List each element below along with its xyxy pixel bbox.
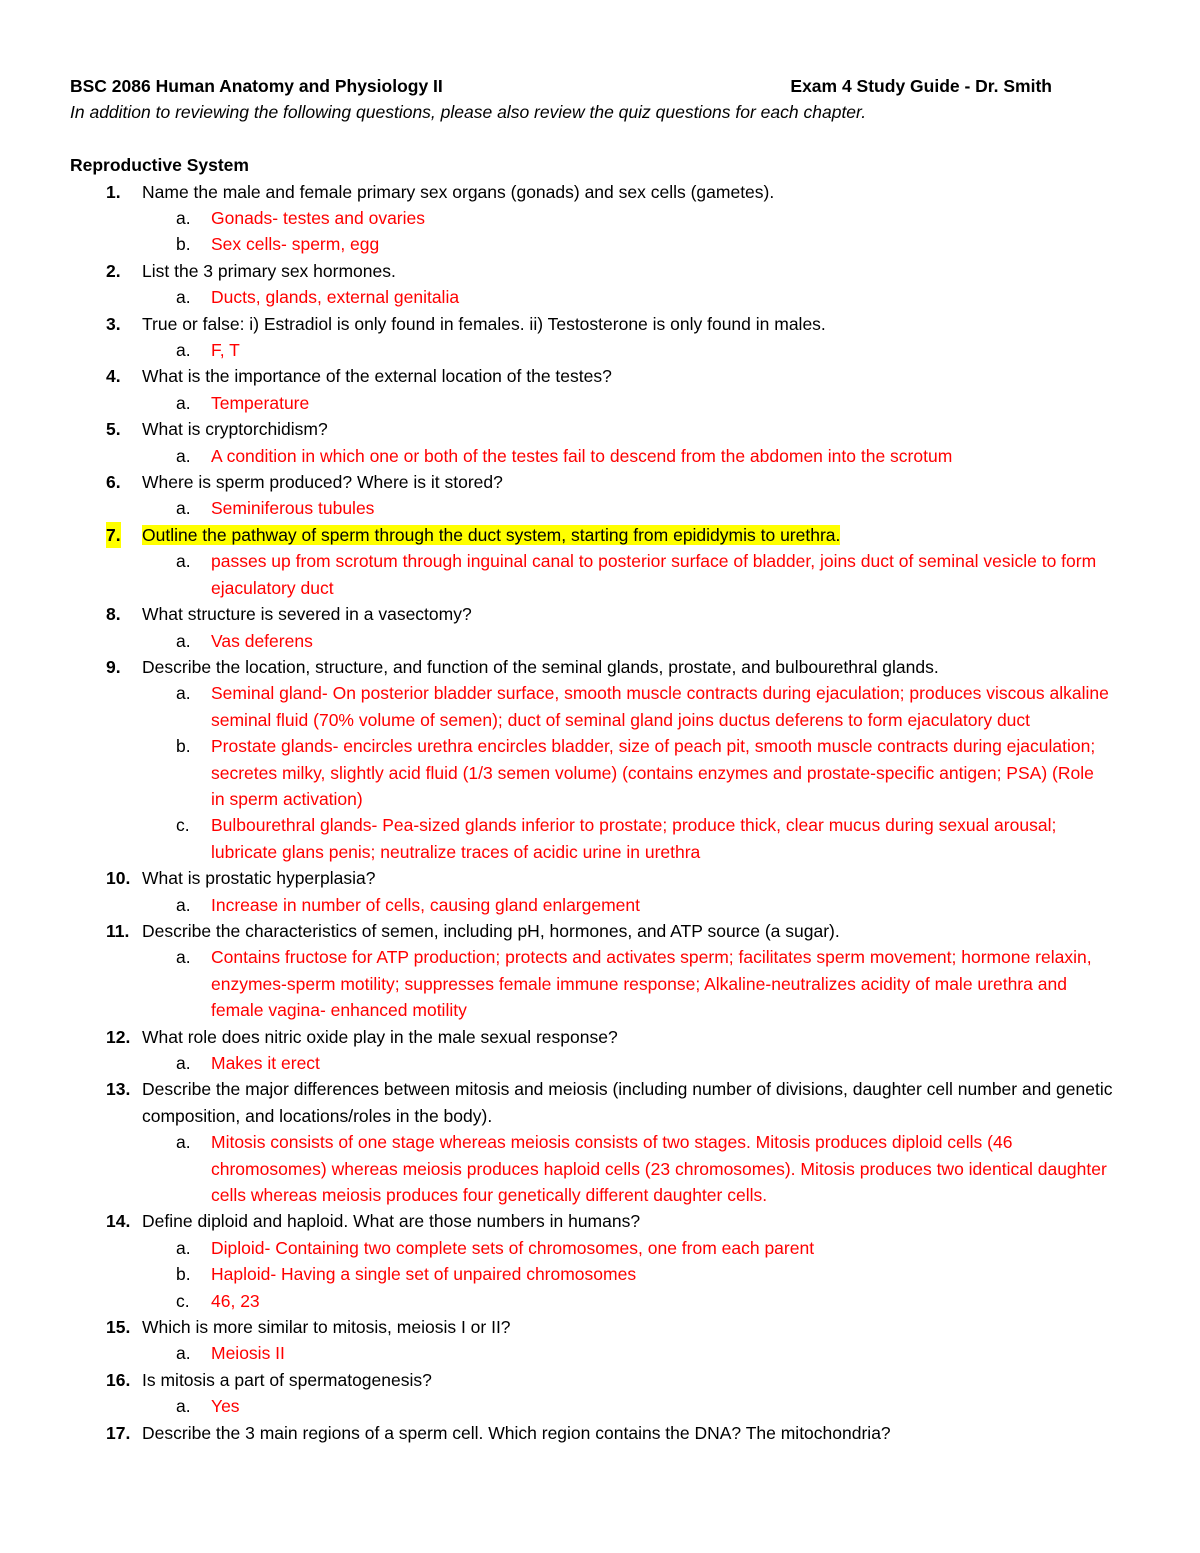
question-text: Where is sperm produced? Where is it stored? — [142, 472, 503, 493]
answer-item — [70, 1129, 1120, 1208]
question-row — [70, 1208, 1120, 1234]
answer-text: Increase in number of cells, causing gland enlargement — [211, 894, 640, 915]
question-text: What structure is severed in a vasectomy? — [142, 604, 472, 625]
answer-list — [70, 628, 1120, 654]
answer-letter: a. — [176, 498, 191, 519]
answer-text: Bulbourethral glands- Pea-sized glands inferior to prostate; produce thick, clear mucus during sexual arousal; lubricate glans penis; neutralize traces of acidic urine in urethra — [211, 815, 1057, 862]
question-number: 5. — [106, 419, 121, 440]
answer-letter: a. — [176, 1132, 191, 1153]
answer-item — [70, 495, 1120, 521]
question-text: What is prostatic hyperplasia? — [142, 868, 376, 889]
answer-letter: a. — [176, 392, 191, 413]
question-text: Outline the pathway of sperm through the duct system, starting from epididymis to urethra. — [142, 524, 841, 545]
document-header — [70, 73, 1120, 99]
answer-letter: a. — [176, 1053, 191, 1074]
answer-list — [70, 443, 1120, 469]
question-number: 14. — [106, 1211, 131, 1232]
answer-text: Diploid- Containing two complete sets of chromosomes, one from each parent — [211, 1237, 815, 1258]
question-number: 13. — [106, 1079, 131, 1100]
question-item — [70, 469, 1120, 522]
answer-item — [70, 1393, 1120, 1419]
answer-letter: a. — [176, 894, 191, 915]
question-text: What is the importance of the external location of the testes? — [142, 366, 612, 387]
question-item — [70, 865, 1120, 918]
section-title: Reproductive System — [70, 155, 249, 176]
question-number: 11. — [106, 920, 130, 941]
answer-letter: a. — [176, 445, 191, 466]
answer-list — [70, 1050, 1120, 1076]
question-item — [70, 179, 1120, 258]
question-text: Which is more similar to mitosis, meiosis I or II? — [142, 1317, 511, 1338]
course-title: BSC 2086 Human Anatomy and Physiology II — [70, 76, 443, 96]
answer-text: Meiosis II — [211, 1343, 285, 1364]
question-text: Describe the location, structure, and function of the seminal glands, prostate, and bulbourethral glands. — [142, 656, 939, 677]
answer-letter: a. — [176, 340, 191, 361]
answer-list — [70, 1235, 1120, 1314]
question-item — [70, 363, 1120, 416]
answer-letter: a. — [176, 947, 191, 968]
question-row — [70, 1076, 1120, 1129]
answer-list — [70, 1340, 1120, 1366]
question-row — [70, 1420, 1120, 1446]
answer-list — [70, 892, 1120, 918]
answer-text: Seminiferous tubules — [211, 498, 375, 519]
answer-item — [70, 944, 1120, 1023]
question-text: Describe the characteristics of semen, including pH, hormones, and ATP source (a sugar). — [142, 920, 840, 941]
answer-list — [70, 1129, 1120, 1208]
question-number: 7. — [106, 522, 121, 548]
answer-text: Vas deferens — [211, 630, 313, 651]
answer-item — [70, 1235, 1120, 1261]
question-text: True or false: i) Estradiol is only found in females. ii) Testosterone is only found in males. — [142, 313, 826, 334]
answer-letter: a. — [176, 683, 191, 704]
answer-letter: b. — [176, 1264, 191, 1285]
intro-note: In addition to reviewing the following questions, please also review the quiz questions for each chapter. — [70, 102, 867, 123]
question-item — [70, 416, 1120, 469]
question-row — [70, 918, 1120, 944]
question-item — [70, 918, 1120, 1024]
question-row — [70, 363, 1120, 389]
answer-text: Sex cells- sperm, egg — [211, 234, 380, 255]
answer-list — [70, 205, 1120, 258]
answer-letter: a. — [176, 287, 191, 308]
question-item — [70, 258, 1120, 311]
answer-letter: a. — [176, 1237, 191, 1258]
answer-item — [70, 1340, 1120, 1366]
answer-item — [70, 892, 1120, 918]
question-row — [70, 258, 1120, 284]
answer-item — [70, 1261, 1120, 1287]
answer-letter: c. — [176, 1290, 190, 1311]
answer-letter: b. — [176, 736, 191, 757]
answer-list — [70, 390, 1120, 416]
answer-item — [70, 1288, 1120, 1314]
question-item — [70, 1076, 1120, 1208]
answer-letter: c. — [176, 815, 190, 836]
question-item — [70, 1367, 1120, 1420]
question-number: 17. — [106, 1422, 131, 1443]
answer-item — [70, 733, 1120, 812]
answer-text: Yes — [211, 1396, 240, 1417]
answer-list — [70, 680, 1120, 865]
question-item — [70, 522, 1120, 601]
question-row — [70, 469, 1120, 495]
answer-letter: a. — [176, 1343, 191, 1364]
question-row — [70, 654, 1120, 680]
answer-text: passes up from scrotum through inguinal canal to posterior surface of bladder, joins duct of seminal vesicle to form ejaculatory duct — [211, 551, 1097, 598]
question-text: What role does nitric oxide play in the male sexual response? — [142, 1026, 618, 1047]
question-item — [70, 654, 1120, 865]
question-number: 1. — [106, 181, 121, 202]
answer-text: A condition in which one or both of the testes fail to descend from the abdomen into the scrotum — [211, 445, 953, 466]
answer-letter: a. — [176, 1396, 191, 1417]
answer-text: Mitosis consists of one stage whereas meiosis consists of two stages. Mitosis produces diploid cells (46 chromosomes) whereas meiosis produces haploid cells (23 chromosomes). Mitosis produces two identical daughter cells whereas meiosis produces four genetically different daughter cells. — [211, 1132, 1107, 1206]
question-text: Define diploid and haploid. What are those numbers in humans? — [142, 1211, 641, 1232]
answer-list — [70, 944, 1120, 1023]
answer-letter: a. — [176, 630, 191, 651]
question-item — [70, 601, 1120, 654]
answer-list — [70, 1393, 1120, 1419]
question-number: 8. — [106, 604, 121, 625]
answer-item — [70, 390, 1120, 416]
question-item — [70, 1208, 1120, 1314]
answer-text: Seminal gland- On posterior bladder surface, smooth muscle contracts during ejaculation; produces viscous alkaline seminal fluid (70% volume of semen); duct of seminal gland joins ductus deferens to form ejaculatory duct — [211, 683, 1109, 730]
answer-list — [70, 548, 1120, 601]
question-number: 16. — [106, 1369, 131, 1390]
answer-text: 46, 23 — [211, 1290, 260, 1311]
answer-letter: b. — [176, 234, 191, 255]
question-text: List the 3 primary sex hormones. — [142, 260, 396, 281]
answer-item — [70, 1050, 1120, 1076]
answer-item — [70, 337, 1120, 363]
question-row — [70, 1024, 1120, 1050]
answer-item — [70, 443, 1120, 469]
question-text: Describe the 3 main regions of a sperm cell. Which region contains the DNA? The mitochondria? — [142, 1422, 891, 1443]
answer-text: Makes it erect — [211, 1053, 320, 1074]
question-row — [70, 522, 1120, 548]
answer-list — [70, 284, 1120, 310]
question-item — [70, 1314, 1120, 1367]
question-row — [70, 1367, 1120, 1393]
answer-text: Haploid- Having a single set of unpaired chromosomes — [211, 1264, 637, 1285]
question-number: 10. — [106, 868, 131, 889]
answer-list — [70, 495, 1120, 521]
question-row — [70, 1314, 1120, 1340]
question-item — [70, 1024, 1120, 1077]
question-item — [70, 311, 1120, 364]
answer-letter: a. — [176, 208, 191, 229]
answer-item — [70, 628, 1120, 654]
answer-text: Prostate glands- encircles urethra encircles bladder, size of peach pit, smooth muscle contracts during ejaculation; secretes milky, slightly acid fluid (1/3 semen volume) (contains enzymes and prostate-specific antigen; PSA) (Role in sperm activation) — [211, 736, 1096, 809]
question-number: 9. — [106, 656, 121, 677]
question-number: 15. — [106, 1317, 131, 1338]
question-text: What is cryptorchidism? — [142, 419, 328, 440]
question-text: Is mitosis a part of spermatogenesis? — [142, 1369, 432, 1390]
answer-text: Ducts, glands, external genitalia — [211, 287, 460, 308]
guide-title: Exam 4 Study Guide - Dr. Smith — [790, 76, 1052, 96]
answer-item — [70, 284, 1120, 310]
question-row — [70, 179, 1120, 205]
question-item — [70, 1420, 1120, 1446]
answer-item — [70, 812, 1120, 865]
answer-item — [70, 548, 1120, 601]
answer-text: Contains fructose for ATP production; protects and activates sperm; facilitates sperm movement; hormone relaxin, enzymes-sperm motility; suppresses female immune response; Alkaline-neutralizes acidity of male urethra and female vagina- enhanced motility — [211, 947, 1092, 1021]
answer-text: F, T — [211, 340, 240, 361]
question-number: 6. — [106, 472, 121, 493]
question-number: 2. — [106, 260, 121, 281]
question-row — [70, 601, 1120, 627]
question-row — [70, 416, 1120, 442]
answer-list — [70, 337, 1120, 363]
answer-letter: a. — [176, 551, 191, 572]
question-number: 12. — [106, 1026, 131, 1047]
question-row — [70, 311, 1120, 337]
answer-item — [70, 205, 1120, 231]
answer-item — [70, 231, 1120, 257]
answer-text: Temperature — [211, 392, 310, 413]
question-number: 4. — [106, 366, 121, 387]
question-text: Name the male and female primary sex organs (gonads) and sex cells (gametes). — [142, 181, 775, 202]
question-number: 3. — [106, 313, 121, 334]
answer-text: Gonads- testes and ovaries — [211, 208, 426, 229]
answer-item — [70, 680, 1120, 733]
question-list — [70, 179, 1120, 1447]
question-text: Describe the major differences between mitosis and meiosis (including number of divisions, daughter cell number and genetic composition, and locations/roles in the body). — [142, 1079, 1113, 1126]
question-row — [70, 865, 1120, 891]
